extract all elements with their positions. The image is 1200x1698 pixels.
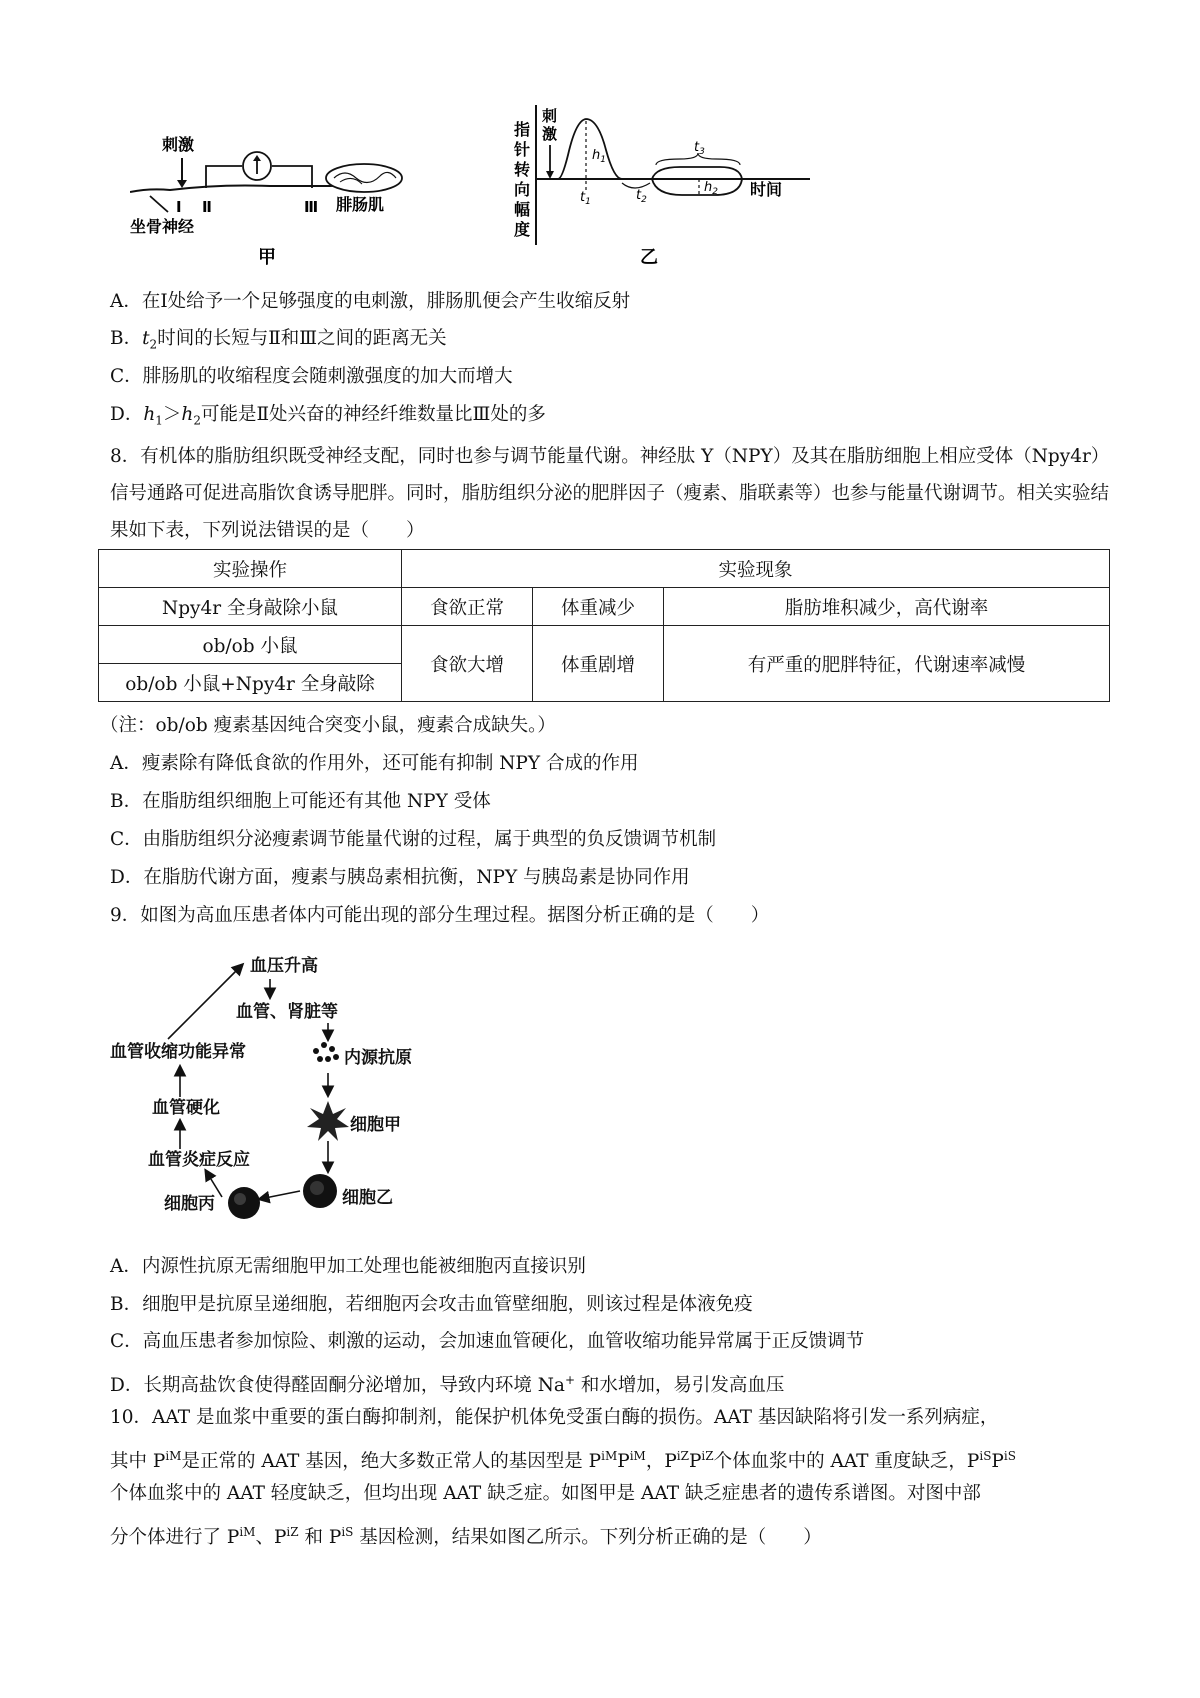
dendritic-cell-icon [307, 1101, 349, 1141]
q8-experiment-table [98, 549, 1110, 702]
node-cell-yi: 细胞乙 [342, 1188, 393, 1208]
q10-line-3: 个体血浆中的 AAT 轻度缺乏，但均出现 AAT 缺乏症。如图甲是 AAT 缺乏症患者的遗传系谱图。对图中部 [110, 1483, 981, 1504]
svg-text:激: 激 [542, 125, 558, 143]
q9-option-d: D．长期高盐饮食使得醛固酮分泌增加，导致内环境 Na+ 和水增加，易引发高血压 [110, 1373, 785, 1397]
table-cell: 有严重的肥胖特征，代谢速率减慢 [664, 626, 1110, 702]
svg-text:度: 度 [514, 220, 531, 239]
muscle-label: 腓肠肌 [336, 195, 385, 214]
q7-option-a: A．在Ⅰ处给予一个足够强度的电刺激，腓肠肌便会产生收缩反射 [110, 291, 631, 312]
x-axis-label: 时间 [750, 180, 783, 199]
table-row [99, 626, 1110, 664]
stim-label-yi [542, 107, 557, 143]
svg-text:向: 向 [514, 180, 531, 199]
stim-label-jia: 刺激 [162, 135, 195, 154]
h2-label: $h_2$ [704, 180, 718, 197]
antigen-dots-icon [313, 1042, 339, 1062]
svg-text:针: 针 [514, 140, 531, 159]
node-cell-jia: 细胞甲 [350, 1115, 401, 1135]
table-cell: 食欲正常 [402, 588, 533, 626]
q9-option-b: B．细胞甲是抗原呈递细胞，若细胞丙会攻击血管壁细胞，则该过程是体液免疫 [110, 1294, 753, 1315]
table-cell: ob/ob 小鼠 [99, 626, 402, 664]
node-contraction-abnormal: 血管收缩功能异常 [110, 1042, 246, 1062]
q9-stem: 9．如图为高血压患者体内可能出现的部分生理过程。据图分析正确的是（ ） [110, 905, 770, 926]
svg-text:转: 转 [514, 160, 531, 179]
figure-yi-caption: 乙 [640, 247, 658, 268]
q7-option-c: C．腓肠肌的收缩程度会随刺激强度的加大而增大 [110, 366, 513, 387]
q9-option-c: C．高血压患者参加惊险、刺激的运动，会加速血管硬化，血管收缩功能异常属于正反馈调节 [110, 1331, 865, 1352]
node-vascular-inflammation: 血管炎症反应 [148, 1150, 250, 1170]
q7-option-b: B．$t_2$时间的长短与Ⅱ和Ⅲ之间的距离无关 [110, 328, 447, 352]
node-endogenous-antigen: 内源抗原 [344, 1048, 412, 1068]
table-row [99, 550, 1110, 588]
table-header-phenomenon: 实验现象 [402, 550, 1110, 588]
nerve-label: 坐骨神经 [130, 217, 195, 236]
point-2-label: Ⅱ [202, 198, 212, 216]
point-3-label: Ⅲ [304, 198, 319, 216]
svg-text:幅: 幅 [514, 200, 531, 219]
h1-label: $h_1$ [592, 148, 606, 165]
table-cell: 体重剧增 [533, 626, 664, 702]
table-row [99, 588, 1110, 626]
table-cell: 体重减少 [533, 588, 664, 626]
node-vessels-kidney: 血管、肾脏等 [236, 1002, 338, 1022]
q9-option-a: A．内源性抗原无需细胞甲加工处理也能被细胞丙直接识别 [110, 1256, 586, 1277]
q8-option-d: D．在脂肪代谢方面，瘦素与胰岛素相抗衡，NPY 与胰岛素是协同作用 [110, 867, 690, 888]
node-blood-pressure-rise: 血压升高 [250, 956, 318, 976]
y-axis-label [513, 120, 530, 239]
q7-option-d: D．$h_1>h_2$可能是Ⅱ处兴奋的神经纤维数量比Ⅲ处的多 [110, 404, 546, 428]
t2-label: $t_2$ [636, 188, 647, 205]
q8-stem: 8．有机体的脂肪组织既受神经支配，同时也参与调节能量代谢。神经肽 Y（NPY）及其在脂肪细胞上相应受体（Npy4r）信号通路可促进高脂饮食诱导肥胖。同时，脂肪组织分泌的肥胖因子（瘦素、脂联素等）也参与能量代谢调节。相关实验结果如下表，下列说法错误的是（ ） [110, 446, 1110, 541]
q10-line-1: 10．AAT 是血浆中重要的蛋白酶抑制剂，能保护机体免受蛋白酶的损伤。AAT 基因缺陷将引发一系列病症， [110, 1407, 999, 1428]
table-cell: ob/ob 小鼠+Npy4r 全身敲除 [99, 664, 402, 702]
figure-hypertension-cycle [110, 945, 470, 1230]
q8-option-c: C．由脂肪组织分泌瘦素调节能量代谢的过程，属于典型的负反馈调节机制 [110, 829, 717, 850]
t3-label: $t_3$ [694, 140, 705, 157]
svg-text:刺: 刺 [542, 107, 558, 125]
node-vascular-sclerosis: 血管硬化 [152, 1098, 220, 1118]
figure-jia [130, 130, 450, 270]
t1-label: $t_1$ [580, 190, 591, 207]
table-cell: 食欲大增 [402, 626, 533, 702]
figure-yi [510, 95, 870, 275]
figure-jia-caption: 甲 [258, 247, 276, 268]
table-header-operation: 实验操作 [99, 550, 402, 588]
q8-option-a: A．瘦素除有降低食欲的作用外，还可能有抑制 NPY 合成的作用 [110, 753, 639, 774]
q10-line-2: 其中 $P^{iM}$是正常的 AAT 基因，绝大多数正常人的基因型是 $P^{iM}P^{iM}$，$P^{iZ}P^{iZ}$个体血浆中的 AAT 重度缺乏，$P^{iS}P^{iS}$ [110, 1449, 1016, 1473]
point-1-label: Ⅰ [176, 198, 182, 216]
q8-note: （注：ob/ob 瘦素基因纯合突变小鼠，瘦素合成缺失。） [100, 715, 556, 736]
svg-text:指: 指 [514, 120, 531, 139]
table-cell: Npy4r 全身敲除小鼠 [99, 588, 402, 626]
cell-bing-icon [228, 1187, 260, 1219]
node-cell-bing: 细胞丙 [164, 1194, 215, 1214]
table-cell: 脂肪堆积减少，高代谢率 [664, 588, 1110, 626]
q8-option-b: B．在脂肪组织细胞上可能还有其他 NPY 受体 [110, 791, 491, 812]
cell-yi-icon [303, 1174, 337, 1208]
q10-line-4: 分个体进行了 $P^{iM}$、$P^{iZ}$ 和 $P^{iS}$ 基因检测，结果如图乙所示。下列分析正确的是（ ） [110, 1525, 822, 1549]
